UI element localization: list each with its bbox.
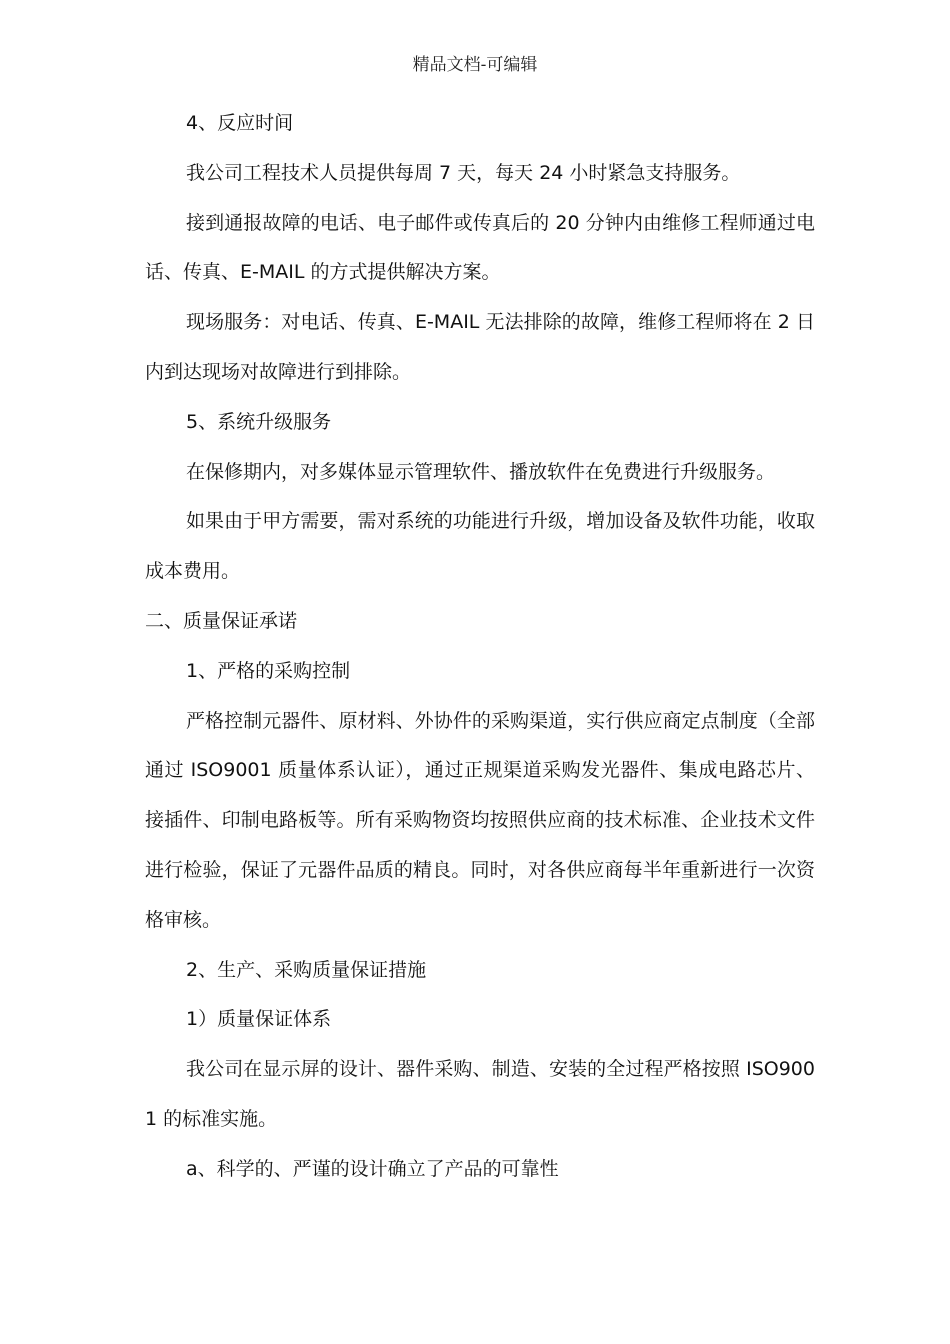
section-heading-quality-measures: 2、生产、采购质量保证措施 xyxy=(186,958,427,981)
paragraph-support-hours: 我公司工程技术人员提供每周 7 天，每天 24 小时紧急支持服务。 xyxy=(186,161,741,184)
chapter-heading-quality-commitment: 二、质量保证承诺 xyxy=(145,609,298,632)
section-heading-procurement-control: 1、严格的采购控制 xyxy=(186,659,351,682)
paragraph-free-upgrade: 在保修期内，对多媒体显示管理软件、播放软件在免费进行升级服务。 xyxy=(186,460,776,483)
document-body xyxy=(145,99,815,1195)
list-item-design-reliability: a、科学的、严谨的设计确立了产品的可靠性 xyxy=(186,1157,559,1180)
paragraph-iso-implementation: 我公司在显示屏的设计、器件采购、制造、安装的全过程严格按照 ISO9001 的标准实施。 xyxy=(145,1058,815,1130)
paragraph-remote-solution: 接到通报故障的电话、电子邮件或传真后的 20 分钟内由维修工程师通过电话、传真、E-MAIL 的方式提供解决方案。 xyxy=(145,211,815,284)
page-header: 精品文档-可编辑 xyxy=(412,55,538,75)
paragraph-procurement-details: 严格控制元器件、原材料、外协件的采购渠道，实行供应商定点制度（全部通过 ISO9001 质量体系认证），通过正规渠道采购发光器件、集成电路芯片、接插件、印制电路板等。所有采购物资均按照供应商的技术标准、企业技术文件进行检验，保证了元器件品质的精良。同时，对各供应商每半年重新进行一次资格审核。 xyxy=(145,709,815,931)
paragraph-onsite-service: 现场服务：对电话、传真、E-MAIL 无法排除的故障，维修工程师将在 2 日内到达现场对故障进行到排除。 xyxy=(145,311,815,383)
paragraph-paid-upgrade: 如果由于甲方需要，需对系统的功能进行升级，增加设备及软件功能，收取成本费用。 xyxy=(145,510,815,583)
subsection-heading-quality-system: 1）质量保证体系 xyxy=(186,1008,332,1031)
section-heading-system-upgrade: 5、系统升级服务 xyxy=(186,410,332,433)
section-heading-response-time: 4、反应时间 xyxy=(186,112,294,134)
